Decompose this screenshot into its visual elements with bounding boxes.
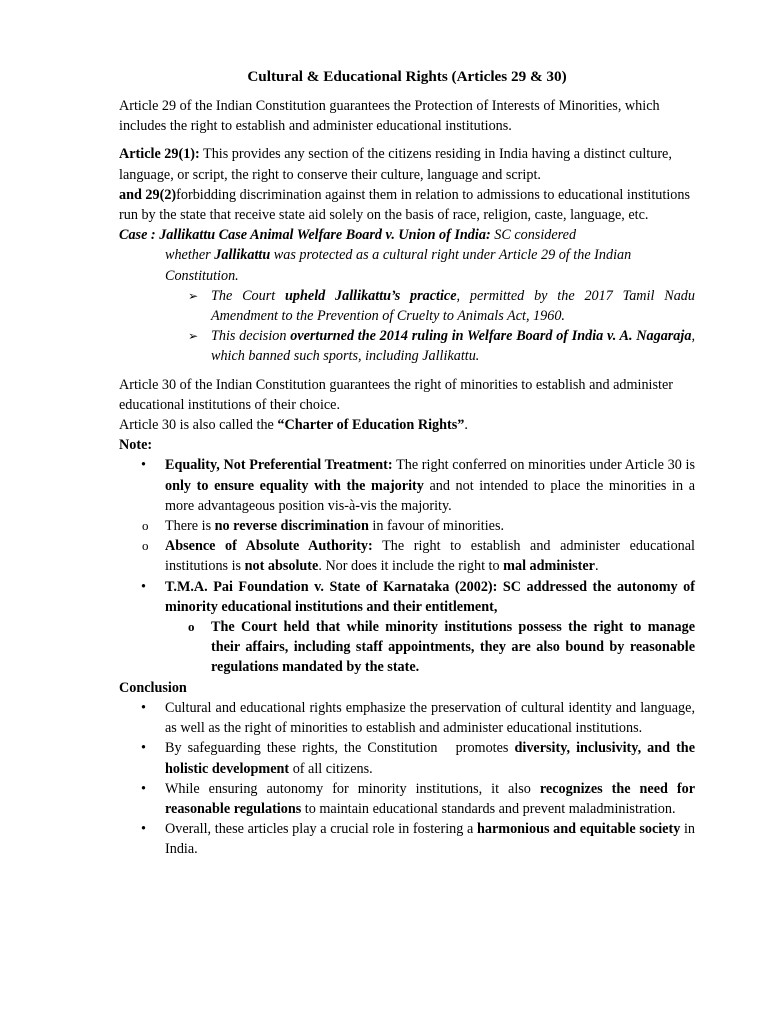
case-point-2: ➢ This decision overturned the 2014 ruling in Welfare Board of India v. A. Nagaraja, which banned such sports, including Jallikattu. — [188, 328, 695, 365]
note-item: o There is no reverse discrimination in favour of minorities. — [119, 516, 695, 536]
case-point-1: ➢ The Court upheld Jallikattu’s practice, permitted by the 2017 Tamil Nadu Amendment to the Prevention of Cruelty to Animals Act, 1960. — [188, 287, 695, 325]
intro-paragraph: Article 29 of the Indian Constitution guarantees the Protection of Interests of Minorities, which includes the right to establish and administer educational institutions. — [119, 98, 660, 135]
note-item: o Absence of Absolute Authority: The right to establish and administer educational institutions is not absolute. Nor does it include the right to mal administer. — [142, 538, 695, 575]
circle-bullet-icon: o — [188, 619, 195, 635]
conclusion-item: • By safeguarding these rights, the Constitution promotes diversity, inclusivity, and the holistic development of all citizens. — [141, 740, 695, 777]
case-heading: Case : Jallikattu Case Animal Welfare Board v. Union of India: SC considered — [119, 227, 577, 244]
document-body — [119, 66, 695, 860]
note-item: • T.M.A. Pai Foundation v. State of Karnataka (2002): SC addressed the autonomy of minority educational institutions and their entitlement, — [141, 578, 695, 615]
article-29-2-label: and 29(2) — [119, 186, 177, 203]
bullet-icon: • — [141, 699, 146, 716]
bullet-icon: • — [141, 457, 146, 474]
bullet-icon: • — [141, 578, 146, 595]
circle-bullet-icon: o — [142, 538, 149, 554]
page-title: Cultural & Educational Rights (Articles 29 & 30) — [247, 68, 567, 85]
bullet-icon: • — [141, 780, 146, 797]
case-description: whether Jallikattu was protected as a cultural right under Article 29 of the Indian Constitution. — [165, 247, 632, 284]
article-29-1-paragraph: Article 29(1): This provides any section of the citizens residing in India having a distinct culture, language, or script, the right to conserve their culture, language and script. — [119, 146, 672, 183]
note-heading: Note: — [119, 437, 153, 454]
bullet-icon: • — [141, 740, 146, 757]
article-29-1-label: Article 29(1): — [119, 146, 200, 163]
article-30-charter: Article 30 is also called the “Charter of Education Rights”. — [119, 417, 468, 434]
bullet-icon: • — [141, 821, 146, 838]
conclusion-item: • While ensuring autonomy for minority institutions, it also recognizes the need for reasonable regulations to maintain educational standards and prevent maladministration. — [141, 780, 695, 817]
conclusion-item: • Overall, these articles play a crucial role in fostering a harmonious and equitable society in India. — [141, 821, 695, 858]
conclusion-heading: Conclusion — [119, 679, 187, 696]
circle-bullet-icon: o — [142, 518, 149, 534]
arrow-bullet-icon: ➢ — [188, 288, 199, 303]
article-29-2-paragraph: and 29(2)forbidding discrimination against them in relation to admissions to educational institutions run by the state that receive state aid solely on the basis of race, religion, caste, language, etc. — [119, 186, 690, 224]
case-label: Case : Jallikattu Case Animal Welfare Board v. Union of India: — [119, 227, 491, 244]
article-30-paragraph: Article 30 of the Indian Constitution guarantees the right of minorities to establish and administer educational institutions of their choice. — [119, 376, 673, 413]
conclusion-item: • Cultural and educational rights emphasize the preservation of cultural identity and language, as well as the right of minorities to establish and administer educational institutions. — [141, 699, 695, 737]
arrow-bullet-icon: ➢ — [188, 329, 199, 344]
note-subitem: o The Court held that while minority institutions possess the right to manage their affairs, including staff appointments, they are also bound by reasonable regulations mandated by the state. — [188, 619, 695, 676]
note-item: • Equality, Not Preferential Treatment: The right conferred on minorities under Article 30 is only to ensure equality with the majority and not intended to place the minorities in a more advantageous position vis-à-vis the majority. — [141, 457, 695, 514]
